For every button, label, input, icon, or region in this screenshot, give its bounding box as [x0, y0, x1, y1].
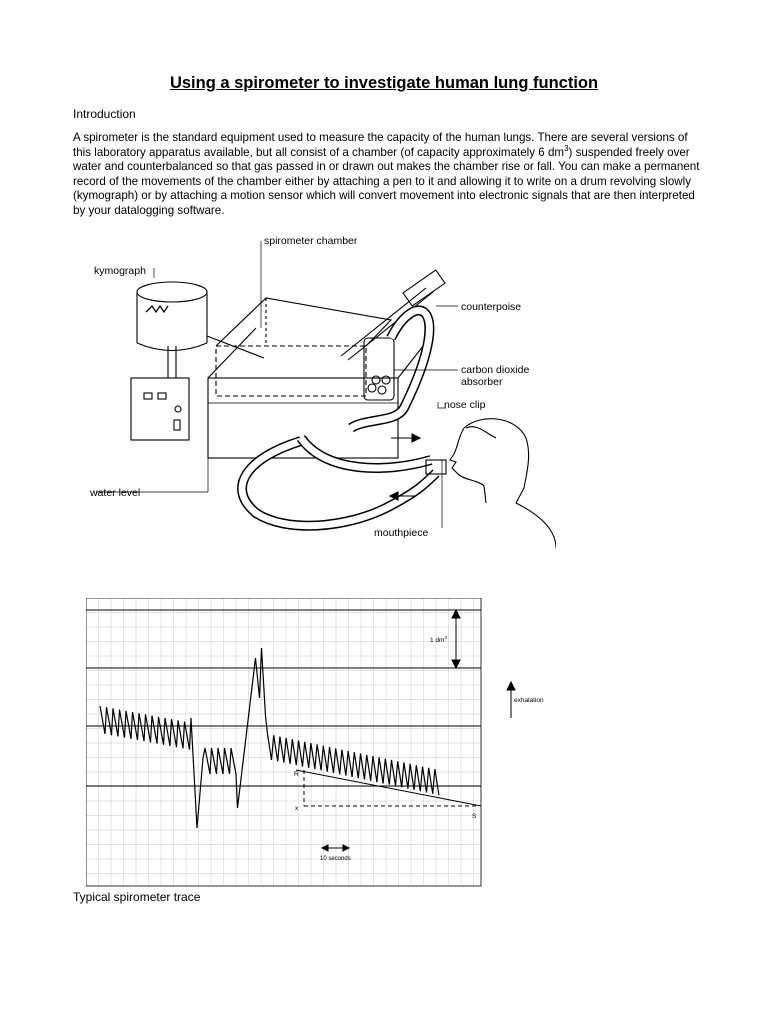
label-exhalation: exhalation [514, 697, 544, 704]
trace-grid [86, 598, 481, 886]
paragraph-text-2: ) suspended freely over water and counterbalanced so that gas passed in or drawn out makes the chamber rise or fall. You can make a permanent record of the movements of the chamber either by attaching a pen to it and allowing it to write on a drum revolving slowly (kymograph) or by attaching a motion sensor which will convert movement into electronic signals that are then interpreted by your datalogging software. [73, 145, 700, 217]
paragraph-text-1: A spirometer is the standard equipment used to measure the capacity of the human lungs. There are several versions of this laboratory apparatus available, but all consist of a chamber (of capacity approximately 6 dm [73, 131, 688, 159]
label-water-level: water level [90, 487, 141, 499]
label-nose-clip: nose clip [444, 399, 486, 411]
person-head [464, 419, 556, 548]
label-spirometer-chamber: spirometer chamber [264, 235, 358, 247]
intro-paragraph [73, 131, 703, 219]
kymograph-base [131, 378, 189, 440]
label-counterpoise: counterpoise [461, 301, 522, 313]
label-volume: 1 $dm^3$ [430, 635, 447, 644]
label-co2-1: carbon dioxide [461, 364, 530, 376]
page-title: Using a spirometer to investigate human lung function [169, 74, 599, 92]
section-heading: Introduction [73, 107, 136, 121]
label-10-seconds: 10 seconds [320, 856, 351, 862]
label-kymograph: kymograph [94, 265, 146, 277]
label-co2-2: absorber [461, 376, 503, 388]
label-mouthpiece: mouthpiece [374, 527, 429, 539]
figure-caption: Typical spirometer trace [73, 890, 201, 904]
label-r: R [294, 771, 299, 778]
label-s: S [472, 813, 477, 820]
kymograph-drum-top [137, 282, 207, 302]
label-x: x [295, 805, 299, 812]
spirometer-apparatus-figure [86, 228, 556, 548]
paragraph-superscript: 3 [564, 143, 569, 153]
counterpoise-weight [403, 270, 445, 306]
spirometer-trace-figure [86, 598, 556, 888]
